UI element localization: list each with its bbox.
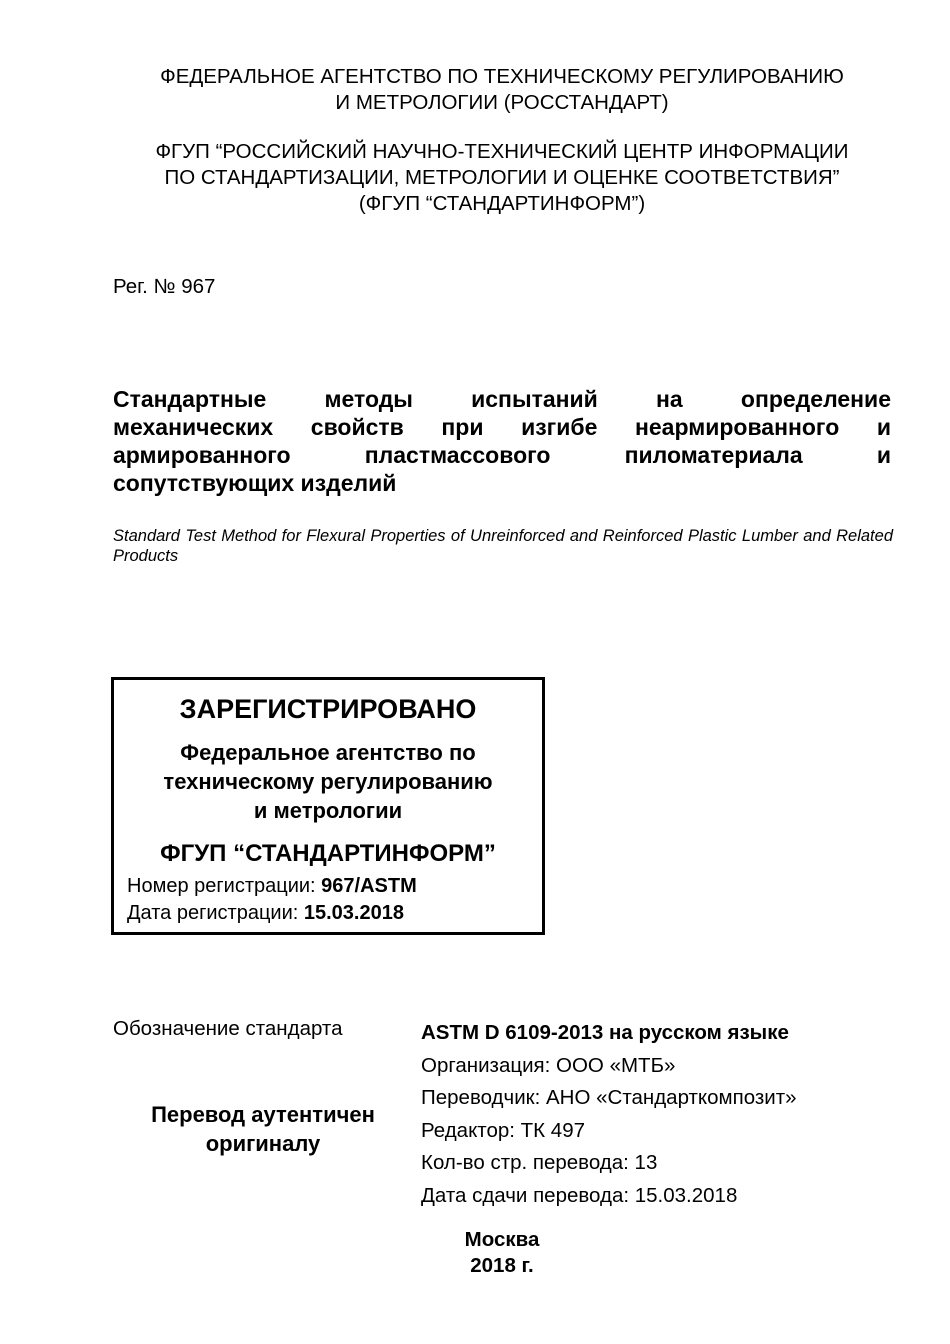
standard-designation: ASTM D 6109-2013 на русском языке xyxy=(421,1021,789,1044)
stamp-reg-date-label: Дата регистрации: xyxy=(127,902,304,924)
title-word: при xyxy=(441,414,484,440)
stamp-agency-line: Федеральное агентство по xyxy=(180,740,476,765)
organization: Организация: ООО «МТБ» xyxy=(421,1053,676,1077)
title-line xyxy=(113,413,891,441)
registration-stamp xyxy=(111,677,545,935)
stamp-agency-line: и метрологии xyxy=(253,798,403,823)
editor: Редактор: ТК 497 xyxy=(421,1118,585,1142)
document-title xyxy=(113,385,891,497)
title-word: и xyxy=(876,414,891,440)
translator: Переводчик: АНО «Стандарткомпозит» xyxy=(421,1086,797,1109)
authentic-note-line: Перевод аутентичен xyxy=(151,1102,375,1127)
title-word: механических xyxy=(113,414,274,440)
title-word: свойств xyxy=(310,414,404,440)
place-and-year xyxy=(430,1227,574,1279)
stamp-reg-number-value: 967/ASTM xyxy=(321,875,417,897)
title-word: пиломатериала xyxy=(624,442,803,468)
title-line: сопутствующих изделий xyxy=(113,470,397,496)
page-count: Кол-во стр. перевода: 13 xyxy=(421,1151,658,1174)
registration-number: Рег. № 967 xyxy=(113,275,216,298)
authentic-translation-note xyxy=(130,1100,396,1158)
standard-details xyxy=(421,1017,797,1212)
stamp-org: ФГУП “СТАНДАРТИНФОРМ” xyxy=(160,840,496,867)
stamp-reg-date xyxy=(127,900,404,926)
title-word: пластмассового xyxy=(364,442,551,468)
agency-line: И МЕТРОЛОГИИ (РОССТАНДАРТ) xyxy=(335,91,669,114)
title-word: испытаний xyxy=(471,386,598,412)
stamp-reg-date-value: 15.03.2018 xyxy=(303,902,404,924)
title-word: армированного xyxy=(113,442,291,468)
title-line xyxy=(113,441,891,469)
title-word: неармированного xyxy=(634,414,840,440)
delivery-date: Дата сдачи перевода: 15.03.2018 xyxy=(421,1183,738,1207)
center-line: ФГУП “РОССИЙСКИЙ НАУЧНО-ТЕХНИЧЕСКИЙ ЦЕНТР ИНФОРМАЦИИ xyxy=(155,140,849,163)
center-line: (ФГУП “СТАНДАРТИНФОРМ”) xyxy=(358,192,646,215)
year: 2018 г. xyxy=(470,1254,534,1277)
english-title: Standard Test Method for Flexural Properties of Unreinforced and Reinforced Plastic Lumber and Related Products xyxy=(113,527,893,565)
authentic-note-line: оригиналу xyxy=(205,1131,321,1156)
title-line xyxy=(113,385,891,413)
title-word: методы xyxy=(324,386,413,412)
title-word: определение xyxy=(740,386,891,412)
standard-label: Обозначение стандарта xyxy=(113,1017,343,1040)
title-word: и xyxy=(876,442,891,468)
agency-header xyxy=(110,64,894,116)
stamp-heading: ЗАРЕГИСТРИРОВАНО xyxy=(179,694,477,724)
stamp-reg-number xyxy=(127,873,417,899)
title-word: на xyxy=(656,386,683,412)
center-line: ПО СТАНДАРТИЗАЦИИ, МЕТРОЛОГИИ И ОЦЕНКЕ СООТВЕТСТВИЯ” xyxy=(164,166,840,189)
city: Москва xyxy=(464,1228,540,1251)
title-word: Стандартные xyxy=(113,386,267,412)
center-header xyxy=(110,139,894,217)
agency-line: ФЕДЕРАЛЬНОЕ АГЕНТСТВО ПО ТЕХНИЧЕСКОМУ РЕГУЛИРОВАНИЮ xyxy=(160,65,844,88)
stamp-reg-number-label: Номер регистрации: xyxy=(127,875,322,897)
title-word: изгибе xyxy=(521,414,598,440)
stamp-agency-line: техническому регулированию xyxy=(163,769,493,794)
stamp-agency xyxy=(114,738,542,825)
